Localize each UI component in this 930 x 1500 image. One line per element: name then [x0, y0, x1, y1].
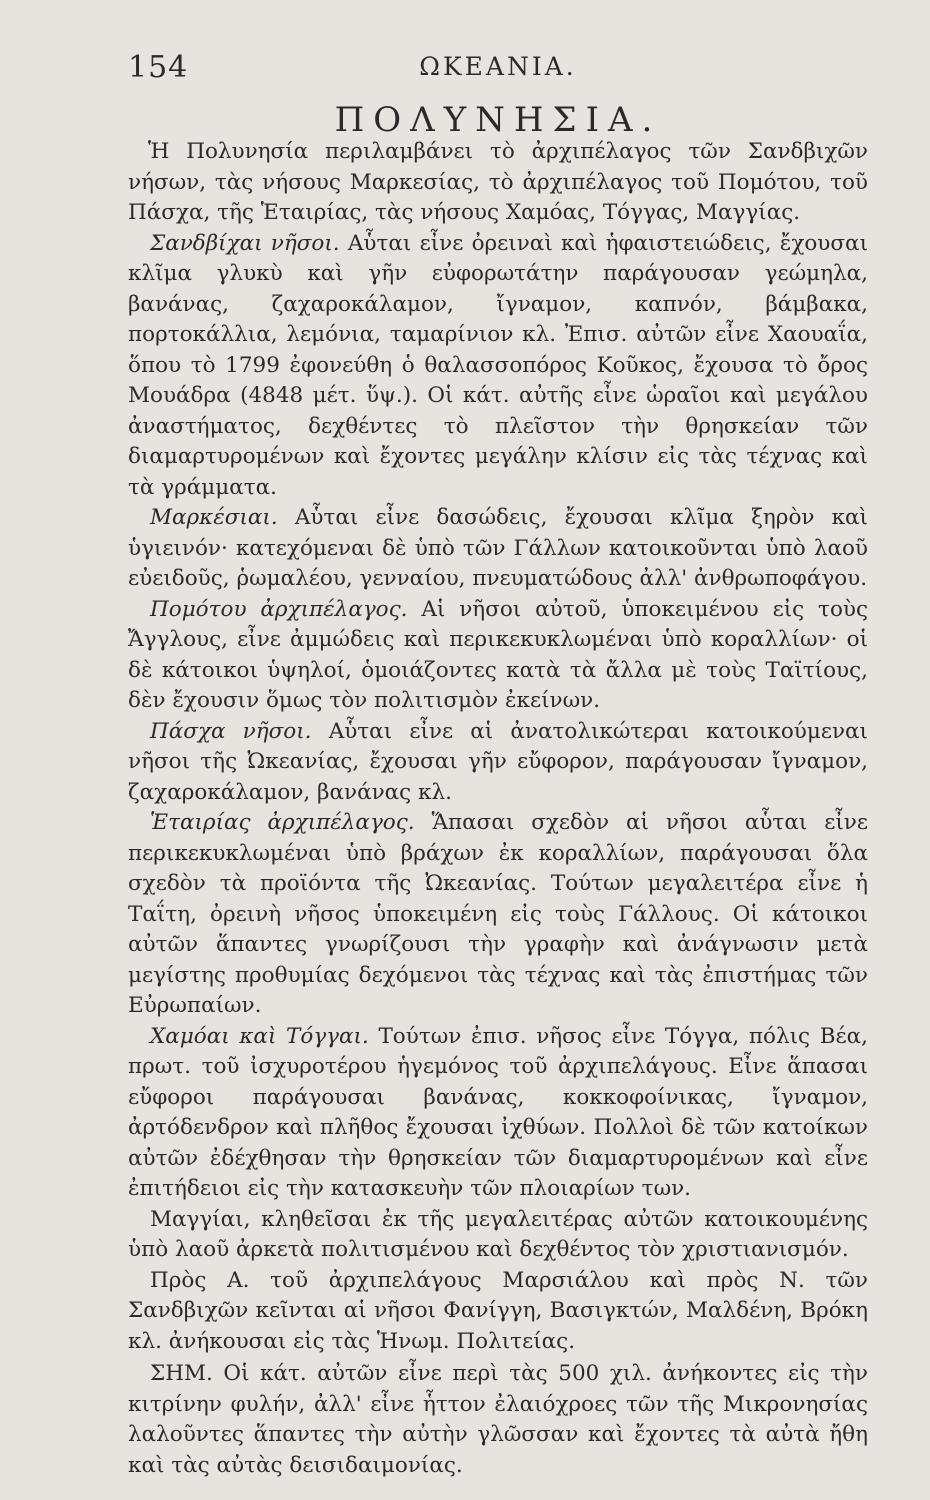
- section-title: ΠΟΛΥΝΗΣΙΑ.: [334, 100, 662, 140]
- body-text: [128, 137, 868, 1481]
- paragraph-text: Μαγγίαι, κληθεῖσαι ἐκ τῆς μεγαλειτέρας αὐτῶν κατοικουμένης ὑπὸ λαοῦ ἀρκετὰ πολιτισμένου καὶ δεχθέντος τὸν χριστιανισμόν.: [128, 1206, 868, 1262]
- paragraph-pomotou: [128, 595, 868, 717]
- paragraph-text: Τούτων ἐπισ. νῆσος εἶνε Τόγγα, πόλις Βέα, πρωτ. τοῦ ἰσχυροτέρου ἡγεμόνος τοῦ ἀρχιπελάγους. Εἶνε ἅπασαι εὔφοροι παράγουσαι βανάνας, κοκκοφοίνικας, ἴγναμον, ἀρτόδενδρον καὶ πλῆθος ἔχουσαι ἰχθύων. Πολλοὶ δὲ τῶν κατοίκων αὐτῶν ἐδέχθησαν τὴν θρησκείαν τῶν διαμαρτυρομένων καὶ εἶνε ἐπιτήδειοι εἰς τὴν κατασκευὴν τῶν πλοιαρίων των.: [128, 1023, 868, 1201]
- paragraph-text: Αἱ νῆσοι αὐτοῦ, ὑποκειμένου εἰς τοὺς Ἄγγλους, εἶνε ἀμμώδεις καὶ περικεκυκλωμέναι ὑπὸ κοραλλίων· οἱ δὲ κάτοικοι ὑψηλοί, ὁμοιάζοντες κατὰ τὰ ἄλλα μὲ τοὺς Ταϊτίους, δὲν ἔχουσιν ὅμως τὸν πολιτισμὸν ἐκείνων.: [128, 596, 869, 713]
- paragraph-marquesas: [128, 503, 868, 595]
- paragraph-text: Ἡ Πολυνησία περιλαμβάνει τὸ ἀρχιπέλαγος τῶν Σανδβιχῶν νήσων, τὰς νήσους Μαρκεσίας, τὸ ἀρχιπέλαγος τοῦ Πομότου, τοῦ Πάσχα, τῆς Ἑταιρίας, τὰς νήσους Χαμόας, Τόγγας, Μαγγίας.: [128, 139, 868, 225]
- paragraph-text: Ἅπασαι σχεδὸν αἱ νῆσοι αὗται εἶνε περικεκυκλωμέναι ὑπὸ βράχων ἐκ κοραλλίων, παράγουσαι ὅλα σχεδὸν τὰ προϊόντα τῆς Ὠκεανίας. Τούτων μεγαλειτέρα εἶνε ἡ Ταΐτη, ὀρεινὴ νῆσος ὑποκειμένη εἰς τοὺς Γάλλους. Οἱ κάτοικοι αὐτῶν ἅπαντες γνωρίζουσι τὴν γραφὴν καὶ ἀνάγνωσιν μετὰ μεγίστης προθυμίας δεχόμενοι τὰς τέχνας καὶ τὰς ἐπιστήμας τῶν Εὐρωπαίων.: [128, 810, 868, 1018]
- paragraph-lead: Χαμόαι καὶ Τόγγαι.: [150, 1023, 369, 1049]
- paragraph-note: [128, 1359, 868, 1481]
- paragraph-text: Αὗται εἶνε ὀρειναὶ καὶ ἡφαιστειώδεις, ἔχουσαι κλῖμα γλυκὺ καὶ γῆν εὐφορωτάτην παράγουσαν γεώμηλα, βανάνας, ζαχαροκάλαμον, ἴγναμον, καπνόν, βάμβακα, πορτοκάλλια, λεμόνια, ταμαρίνιον κλ. Ἐπισ. αὐτῶν εἶνε Χαουαΐα, ὅπου τὸ 1799 ἐφονεύθη ὁ θαλασσοπόρος Κοῦκος, ἔχουσα τὸ ὄρος Μουάδρα (4848 μέτ. ὕψ.). Οἱ κάτ. αὐτῆς εἶνε ὡραῖοι καὶ μεγάλου ἀναστήματος, δεχθέντες τὸ πλεῖστον τὴν θρησκείαν τῶν διαμαρτυρομένων καὶ ἔχοντες μεγάλην κλίσιν εἰς τὰς τέχνας καὶ τὰ γράμματα.: [128, 230, 868, 500]
- paragraph-easter-islands: [128, 717, 868, 809]
- paragraph-text: Αὗται εἶνε δασώδεις, ἔχουσαι κλῖμα ξηρὸν καὶ ὑγιεινόν· κατεχόμεναι δὲ ὑπὸ τῶν Γάλλων κατοικοῦνται ὑπὸ λαοῦ εὐειδοῦς, ῥωμαλέου, γενναίου, πνευματώδους ἀλλ' ἀνθρωποφάγου.: [128, 505, 868, 591]
- paragraph-lead: Μαρκέσιαι.: [150, 505, 278, 530]
- page-number: 154: [128, 50, 189, 85]
- paragraph-intro: [128, 137, 868, 229]
- page-header: [128, 50, 868, 90]
- paragraph-lead: ΣΗΜ.: [150, 1361, 213, 1386]
- paragraph-samoa-tonga: [128, 1022, 868, 1205]
- paragraph-lead: Ἑταιρίας ἀρχιπέλαγος.: [150, 810, 415, 835]
- running-head: ΩΚΕΑΝΙΑ.: [419, 52, 577, 81]
- paragraph-text: Οἱ κάτ. αὐτῶν εἶνε περὶ τὰς 500 χιλ. ἀνήκοντες εἰς τὴν κιτρίνην φυλήν, ἀλλ' εἶνε ἧττον ἐλαιόχροες τῶν τῆς Μικρονησίας λαλοῦντες ἅπαντες τὴν αὐτὴν γλῶσσαν καὶ ἔχοντες τὰ αὐτὰ ἤθη καὶ τὰς αὐτὰς δεισιδαιμονίας.: [128, 1361, 868, 1478]
- paragraph-mangaia: [128, 1205, 868, 1266]
- paragraph-text: Πρὸς Α. τοῦ ἀρχιπελάγους Μαρσιάλου καὶ πρὸς Ν. τῶν Σανδβιχῶν κεῖνται αἱ νῆσοι Φανίγγη, Βασιγκτών, Μαλδένη, Βρόκη κλ. ἀνήκουσαι εἰς τὰς Ἡνωμ. Πολιτείας.: [128, 1267, 868, 1354]
- paragraph-other-islands: [128, 1266, 868, 1358]
- paragraph-sandwich-islands: [128, 229, 868, 504]
- paragraph-society-islands: [128, 808, 868, 1022]
- paragraph-lead: Πάσχα νῆσοι.: [150, 718, 312, 744]
- paragraph-lead: Σανδβίχαι νῆσοι.: [150, 230, 340, 256]
- paragraph-lead: Πομότου ἀρχιπέλαγος.: [150, 596, 408, 622]
- paragraph-text: Αὗται εἶνε αἱ ἀνατολικώτεραι κατοικούμεναι νῆσοι τῆς Ὠκεανίας, ἔχουσαι γῆν εὔφορον, παράγουσαν ἴγναμον, ζαχαροκάλαμον, βανάνας κλ.: [128, 718, 868, 805]
